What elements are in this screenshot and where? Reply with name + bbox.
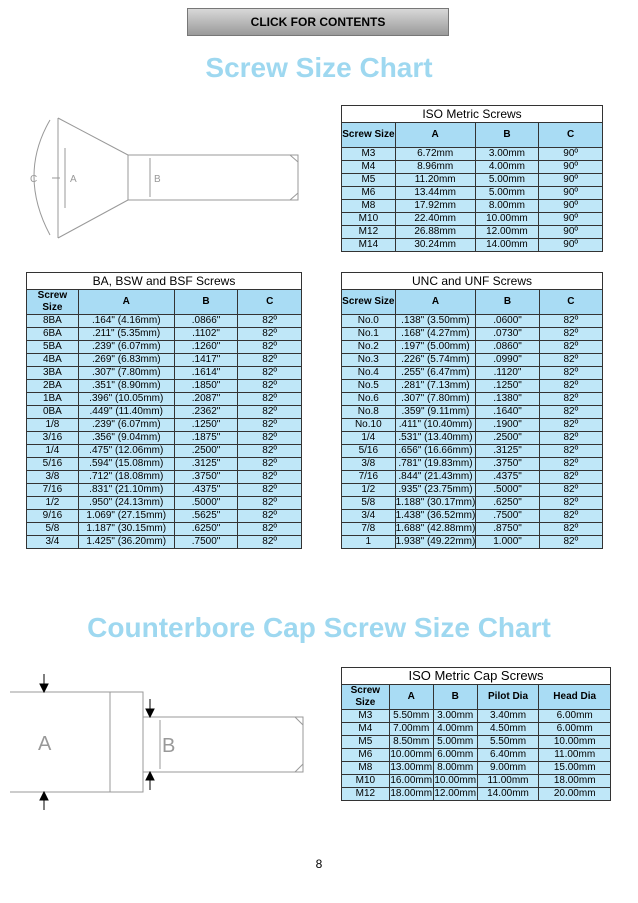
table-cell: .411" (10.40mm) xyxy=(395,419,476,432)
table-row xyxy=(342,174,603,187)
table-cell: .3750" xyxy=(174,471,238,484)
table-cell: .239" (6.07mm) xyxy=(78,341,174,354)
table-cell: .2087" xyxy=(174,393,238,406)
table-cell: 1/4 xyxy=(342,432,396,445)
table-cell: 0BA xyxy=(27,406,79,419)
iso-metric-table xyxy=(341,105,603,252)
table-row xyxy=(342,523,603,536)
table-cell: .3750" xyxy=(476,458,539,471)
table-cell: 3/4 xyxy=(342,510,396,523)
table-cell: 3.00mm xyxy=(433,710,477,723)
table-cell: M10 xyxy=(342,775,390,788)
table-cell: .396" (10.05mm) xyxy=(78,393,174,406)
column-header: A xyxy=(389,685,433,710)
table-cell: M14 xyxy=(342,239,396,252)
table-row xyxy=(27,497,302,510)
contents-button[interactable]: CLICK FOR CONTENTS xyxy=(187,8,449,36)
table-cell: 82º xyxy=(238,354,302,367)
table-cell: 1.438" (36.52mm) xyxy=(395,510,476,521)
table-row xyxy=(342,187,603,200)
table-cell: 82º xyxy=(238,393,302,406)
table-cell: M8 xyxy=(342,200,396,213)
table-row xyxy=(342,536,603,549)
table-cell: 1/2 xyxy=(342,484,396,497)
table-cell: .8750" xyxy=(476,523,539,536)
table-cell: 82º xyxy=(238,471,302,484)
table-row xyxy=(342,723,611,736)
column-header: A xyxy=(78,290,174,315)
table-cell: 18.00mm xyxy=(390,788,433,799)
table-cell: .1120" xyxy=(476,367,539,380)
table-cell: 3.40mm xyxy=(477,710,539,723)
table-cell: 82º xyxy=(539,419,602,432)
table-cell: 82º xyxy=(539,458,602,471)
table-cell: 10.00mm xyxy=(475,213,539,226)
column-header: B xyxy=(433,685,477,710)
table-cell: 17.92mm xyxy=(395,200,475,213)
table-cell: 6BA xyxy=(27,328,79,341)
table-row xyxy=(342,749,611,762)
table-row xyxy=(27,328,302,341)
table-cell: .844" (21.43mm) xyxy=(395,471,476,484)
column-header: A xyxy=(395,123,475,148)
table-cell: M12 xyxy=(342,788,390,801)
table-cell: 5.50mm xyxy=(477,736,539,749)
table-cell: 5/16 xyxy=(27,458,79,471)
table-cell: .0730" xyxy=(476,328,539,341)
table-cell: .594" (15.08mm) xyxy=(78,458,174,471)
column-header: Screw Size xyxy=(342,290,396,315)
table-cell: M8 xyxy=(342,762,390,775)
table-row xyxy=(27,523,302,536)
screw-size-chart-title: Screw Size Chart xyxy=(205,52,433,83)
table-cell: 82º xyxy=(539,315,602,328)
table-row xyxy=(342,471,603,484)
table-cell: 6.40mm xyxy=(477,749,539,762)
table-row xyxy=(342,315,603,328)
table-caption: BA, BSW and BSF Screws xyxy=(27,273,302,290)
table-cell: .211" (5.35mm) xyxy=(78,328,174,341)
table-cell: .255" (6.47mm) xyxy=(395,367,476,380)
table-cell: .2362" xyxy=(174,406,238,419)
table-cell: 13.00mm xyxy=(390,762,433,773)
table-row xyxy=(27,315,302,328)
table-caption: ISO Metric Screws xyxy=(342,106,603,123)
table-cell: No.1 xyxy=(342,328,396,341)
table-cell: .6250" xyxy=(174,523,238,536)
table-cell: .1640" xyxy=(476,406,539,419)
table-cell: .5000" xyxy=(476,484,539,497)
table-cell: .197" (5.00mm) xyxy=(395,341,476,354)
table-cell: .475" (12.06mm) xyxy=(78,445,174,458)
table-cell: 14.00mm xyxy=(475,239,539,252)
table-cell: 82º xyxy=(539,341,602,354)
table-cell: 82º xyxy=(539,393,602,406)
table-cell: 7/8 xyxy=(342,523,396,536)
table-cell: 82º xyxy=(539,484,602,497)
table-row xyxy=(342,484,603,497)
table-cell: 82º xyxy=(238,458,302,471)
column-header: C xyxy=(539,290,602,315)
table-cell: 5.00mm xyxy=(475,187,539,200)
table-cell: 12.00mm xyxy=(475,226,539,239)
table-cell: 6.00mm xyxy=(539,710,611,723)
table-cell: 82º xyxy=(238,419,302,432)
table-cell: 82º xyxy=(539,523,602,536)
table-cell: .164" (4.16mm) xyxy=(78,315,174,328)
table-row xyxy=(27,510,302,523)
table-cell: 82º xyxy=(539,432,602,445)
table-cell: 6.00mm xyxy=(433,749,477,762)
table-cell: 5BA xyxy=(27,341,79,354)
table-cell: No.8 xyxy=(342,406,396,419)
table-cell: M12 xyxy=(342,226,396,239)
table-cell: 82º xyxy=(539,406,602,419)
table-cell: M4 xyxy=(342,723,390,736)
table-cell: .656" (16.66mm) xyxy=(395,445,476,458)
table-cell: 1.187" (30.15mm) xyxy=(78,523,174,536)
table-row xyxy=(342,788,611,801)
table-cell: .0866" xyxy=(174,315,238,328)
table-cell: .0600" xyxy=(476,315,539,328)
table-cell: 5/16 xyxy=(342,445,396,458)
table-cell: .7500" xyxy=(174,536,238,549)
table-cell: 15.00mm xyxy=(539,762,611,775)
table-cell: .0990" xyxy=(476,354,539,367)
table-cell: 82º xyxy=(539,380,602,393)
page-number: 8 xyxy=(315,857,323,871)
table-row xyxy=(342,367,603,380)
table-cell: 82º xyxy=(238,536,302,549)
table-cell: M10 xyxy=(342,213,396,226)
table-cell: 22.40mm xyxy=(395,213,475,226)
table-cell: M5 xyxy=(342,174,396,187)
table-cell: 4.00mm xyxy=(433,723,477,736)
table-cell: 8.50mm xyxy=(389,736,433,749)
table-row xyxy=(342,200,603,213)
table-row xyxy=(342,161,603,174)
table-cell: .226" (5.74mm) xyxy=(395,354,476,367)
table-cell: 18.00mm xyxy=(539,775,611,788)
table-cell: 82º xyxy=(238,510,302,523)
table-row xyxy=(27,341,302,354)
table-row xyxy=(342,393,603,406)
table-row xyxy=(27,406,302,419)
table-cell: 5.00mm xyxy=(433,736,477,749)
table-row xyxy=(27,393,302,406)
table-row xyxy=(27,536,302,549)
table-row xyxy=(342,458,603,471)
table-cell: No.2 xyxy=(342,341,396,354)
table-caption: UNC and UNF Screws xyxy=(342,273,603,290)
table-cell: .831" (21.10mm) xyxy=(78,484,174,497)
table-caption: ISO Metric Cap Screws xyxy=(342,668,611,685)
table-cell: 82º xyxy=(238,432,302,445)
table-cell: M6 xyxy=(342,187,396,200)
table-cell: M5 xyxy=(342,736,390,749)
table-cell: 9/16 xyxy=(27,510,79,523)
table-cell: 82º xyxy=(238,315,302,328)
table-row xyxy=(27,354,302,367)
table-cell: 82º xyxy=(238,328,302,341)
table-cell: M3 xyxy=(342,710,390,723)
table-cell: .307" (7.80mm) xyxy=(78,367,174,380)
table-cell: .712" (18.08mm) xyxy=(78,471,174,484)
table-row xyxy=(27,445,302,458)
table-row xyxy=(27,458,302,471)
table-cell: 82º xyxy=(238,380,302,393)
table-row xyxy=(27,471,302,484)
table-cell: .1250" xyxy=(476,380,539,393)
table-cell: 5.00mm xyxy=(475,174,539,187)
table-cell: 4BA xyxy=(27,354,79,367)
column-header: B xyxy=(475,123,539,148)
table-cell: 3.00mm xyxy=(475,148,539,161)
table-row xyxy=(342,226,603,239)
table-cell: 3/16 xyxy=(27,432,79,445)
table-cell: 3BA xyxy=(27,367,79,380)
table-cell: 5/8 xyxy=(27,523,79,536)
table-cell: .1417" xyxy=(174,354,238,367)
table-cell: .351" (8.90mm) xyxy=(78,380,174,393)
table-cell: 90º xyxy=(539,161,603,174)
table-cell: .359" (9.11mm) xyxy=(395,406,476,419)
table-cell: 2BA xyxy=(27,380,79,393)
table-cell: .1102" xyxy=(174,328,238,341)
table-cell: .449" (11.40mm) xyxy=(78,406,174,419)
table-cell: .1260" xyxy=(174,341,238,354)
table-cell: 1.188" (30.17mm) xyxy=(395,497,476,508)
table-cell: .281" (7.13mm) xyxy=(395,380,476,393)
table-cell: 8.00mm xyxy=(433,762,477,775)
table-row xyxy=(342,419,603,432)
table-cell: 90º xyxy=(539,148,603,161)
table-cell: 82º xyxy=(539,510,602,523)
table-cell: 9.00mm xyxy=(477,762,539,775)
table-cell: .1850" xyxy=(174,380,238,393)
table-cell: 1/2 xyxy=(27,497,79,510)
table-cell: .5625" xyxy=(174,510,238,523)
table-cell: 10.00mm xyxy=(390,749,433,760)
table-cell: 10.00mm xyxy=(434,775,477,786)
table-cell: .3125" xyxy=(476,445,539,458)
column-header: Pilot Dia xyxy=(477,685,539,710)
table-cell: .4375" xyxy=(476,471,539,484)
table-row xyxy=(342,497,603,510)
table-cell: 11.00mm xyxy=(539,749,611,762)
table-cell: No.3 xyxy=(342,354,396,367)
table-cell: .239" (6.07mm) xyxy=(78,419,174,432)
table-cell: .2500" xyxy=(174,445,238,458)
table-cell: 7/16 xyxy=(27,484,79,497)
table-row xyxy=(342,213,603,226)
table-cell: 82º xyxy=(238,367,302,380)
table-cell: 14.00mm xyxy=(477,788,539,801)
table-row xyxy=(27,380,302,393)
table-cell: 1.688" (42.88mm) xyxy=(395,523,476,534)
table-cell: .1250" xyxy=(174,419,238,432)
counterbore-chart-title: Counterbore Cap Screw Size Chart xyxy=(87,612,551,643)
table-cell: .781" (19.83mm) xyxy=(395,458,476,471)
table-cell: 8.00mm xyxy=(475,200,539,213)
table-cell: 82º xyxy=(539,536,602,549)
table-cell: M6 xyxy=(342,749,390,762)
table-cell: .307" (7.80mm) xyxy=(395,393,476,406)
table-cell: 90º xyxy=(539,200,603,213)
table-cell: 82º xyxy=(539,445,602,458)
table-cell: 1.938" (49.22mm) xyxy=(395,536,476,547)
table-cell: 82º xyxy=(539,328,602,341)
table-row xyxy=(342,341,603,354)
table-cell: .531" (13.40mm) xyxy=(395,432,476,445)
cap-screw-drawing xyxy=(10,672,320,812)
table-cell: .269" (6.83mm) xyxy=(78,354,174,367)
column-header: Head Dia xyxy=(539,685,611,710)
table-cell: No.4 xyxy=(342,367,396,380)
table-cell: 30.24mm xyxy=(395,239,475,252)
column-header: B xyxy=(174,290,238,315)
table-cell: 4.50mm xyxy=(477,723,539,736)
table-cell: 82º xyxy=(539,354,602,367)
table-cell: 6.00mm xyxy=(539,723,611,736)
table-cell: 90º xyxy=(539,213,603,226)
table-cell: M4 xyxy=(342,161,396,174)
table-row xyxy=(342,354,603,367)
table-row xyxy=(27,484,302,497)
table-cell: No.0 xyxy=(342,315,396,328)
table-cell: 1BA xyxy=(27,393,79,406)
table-cell: No.5 xyxy=(342,380,396,393)
table-cell: .6250" xyxy=(476,497,539,510)
table-cell: 7/16 xyxy=(342,471,396,484)
table-cell: .0860" xyxy=(476,341,539,354)
iso-cap-table xyxy=(341,667,611,801)
table-row xyxy=(342,380,603,393)
table-cell: 90º xyxy=(539,226,603,239)
table-cell: 16.00mm xyxy=(390,775,433,786)
column-header: A xyxy=(395,290,476,315)
table-row xyxy=(342,328,603,341)
table-cell: 11.20mm xyxy=(395,174,475,187)
table-cell: No.10 xyxy=(342,419,396,432)
table-cell: .5000" xyxy=(174,497,238,510)
table-cell: 1.000" xyxy=(476,536,539,549)
label-b: B xyxy=(154,174,161,185)
table-cell: 82º xyxy=(238,497,302,510)
table-row xyxy=(342,510,603,523)
table-row xyxy=(342,239,603,252)
label-b: B xyxy=(162,735,176,757)
table-cell: 82º xyxy=(539,471,602,484)
label-a: A xyxy=(38,733,52,755)
column-header: B xyxy=(476,290,539,315)
table-cell: 82º xyxy=(238,341,302,354)
table-cell: 6.72mm xyxy=(395,148,475,161)
table-cell: No.6 xyxy=(342,393,396,406)
table-cell: 82º xyxy=(238,523,302,536)
table-row xyxy=(27,419,302,432)
table-cell: 3/8 xyxy=(27,471,79,484)
table-cell: 8.96mm xyxy=(395,161,475,174)
table-row xyxy=(27,367,302,380)
table-cell: 1 xyxy=(342,536,396,549)
table-cell: .935" (23.75mm) xyxy=(395,484,476,497)
table-row xyxy=(342,432,603,445)
table-cell: .950" (24.13mm) xyxy=(78,497,174,510)
table-row xyxy=(342,148,603,161)
label-c: C xyxy=(30,174,38,185)
table-cell: 3/8 xyxy=(342,458,396,471)
table-cell: .2500" xyxy=(476,432,539,445)
column-header: C xyxy=(238,290,302,315)
table-row xyxy=(342,762,611,775)
countersunk-screw-drawing xyxy=(10,100,320,250)
table-cell: .138" (3.50mm) xyxy=(395,315,476,328)
table-cell: 90º xyxy=(539,239,603,252)
column-header: C xyxy=(539,123,603,148)
column-header: Screw Size xyxy=(342,123,396,148)
table-cell: .4375" xyxy=(174,484,238,497)
table-cell: .1614" xyxy=(174,367,238,380)
table-cell: 10.00mm xyxy=(539,736,611,749)
table-row xyxy=(342,445,603,458)
table-row xyxy=(342,736,611,749)
table-cell: .168" (4.27mm) xyxy=(395,328,476,341)
table-cell: 82º xyxy=(539,497,602,510)
table-cell: 5/8 xyxy=(342,497,396,510)
table-row xyxy=(342,775,611,788)
table-cell: M3 xyxy=(342,148,396,161)
table-cell: 7.00mm xyxy=(389,723,433,736)
table-row xyxy=(27,432,302,445)
table-cell: .1900" xyxy=(476,419,539,432)
table-cell: 26.88mm xyxy=(395,226,475,239)
table-cell: 1/4 xyxy=(27,445,79,458)
table-cell: 4.00mm xyxy=(475,161,539,174)
table-cell: 20.00mm xyxy=(539,788,611,801)
table-cell: 1/8 xyxy=(27,419,79,432)
table-cell: .7500" xyxy=(476,510,539,523)
table-cell: 82º xyxy=(238,406,302,419)
table-cell: 3/4 xyxy=(27,536,79,549)
table-cell: 82º xyxy=(238,445,302,458)
table-cell: .1875" xyxy=(174,432,238,445)
column-header: Screw Size xyxy=(342,685,390,710)
table-cell: .356" (9.04mm) xyxy=(78,432,174,445)
label-a: A xyxy=(70,174,77,185)
table-cell: 11.00mm xyxy=(477,775,539,788)
table-cell: 12.00mm xyxy=(434,788,477,799)
table-cell: 13.44mm xyxy=(395,187,475,200)
table-cell: 82º xyxy=(238,484,302,497)
table-cell: 1.069" (27.15mm) xyxy=(78,510,174,523)
table-row xyxy=(342,406,603,419)
table-cell: 90º xyxy=(539,174,603,187)
table-cell: .1380" xyxy=(476,393,539,406)
table-cell: 1.425" (36.20mm) xyxy=(78,536,174,549)
table-cell: 90º xyxy=(539,187,603,200)
table-cell: 82º xyxy=(539,367,602,380)
column-header: Screw Size xyxy=(27,290,79,315)
table-cell: 5.50mm xyxy=(389,710,433,723)
table-cell: 8BA xyxy=(27,315,79,328)
table-row xyxy=(342,710,611,723)
ba-bsw-bsf-table xyxy=(26,272,302,549)
unc-unf-table xyxy=(341,272,603,549)
table-cell: .3125" xyxy=(174,458,238,471)
